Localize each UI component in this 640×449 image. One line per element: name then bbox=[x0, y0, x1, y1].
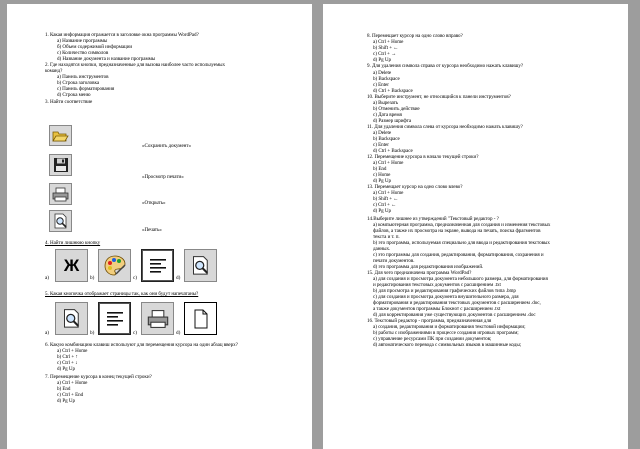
q11-option-a: а) Delete bbox=[373, 130, 392, 136]
q15-text: 15. Для чего предназначена программа WordPad? bbox=[367, 270, 472, 276]
q14-line: d) это программа для редактирования изображений. bbox=[373, 264, 484, 270]
q9-option-b: b) Backspace bbox=[373, 76, 400, 82]
q15-line: а) для создания и просмотра документа небольшого размера, для форматирования bbox=[373, 276, 548, 282]
q14-line: а) компьютерная программа, предназначенная для создания и изменения текстовых bbox=[373, 222, 551, 228]
q12-text: 12. Перемещение курсора в начало текущей строки? bbox=[367, 154, 479, 160]
q2-text: 2. Где находятся кнопки, предназначенные для вызова наиболее часто используемых bbox=[45, 62, 226, 68]
q3-label-save: «Сохранить документ» bbox=[142, 143, 191, 149]
q1-option-c: с) Количество символов bbox=[57, 50, 109, 56]
q2-text-cont: команд? bbox=[45, 68, 63, 74]
q8-option-c: с) Ctrl + → bbox=[373, 51, 397, 57]
q1-text: 1. Какая информация отражается в заголовке окна программы WordPad? bbox=[45, 32, 199, 38]
q10-text: 10. Выберите инструмент, не относящийся к панели инструментов? bbox=[367, 94, 511, 100]
bold-glyph: Ж bbox=[63, 255, 80, 275]
q6-option-d: d) Pg Up bbox=[57, 366, 75, 372]
q10-option-d: d) Размер шрифта bbox=[373, 118, 412, 124]
align-left-icon bbox=[141, 249, 174, 282]
q5-letter-d: d) bbox=[176, 330, 181, 336]
q2-option-b: b) Строка заголовка bbox=[57, 80, 100, 86]
q6-option-b: b) Ctrl + ↑ bbox=[57, 354, 78, 360]
q8-option-d: d) Pg Up bbox=[373, 57, 391, 63]
q6-option-c: с) Ctrl + ↓ bbox=[57, 360, 78, 366]
q16-line: с) управление ресурсами ПК при создании документов; bbox=[373, 336, 492, 342]
q16-line: b) работы с изображениями в процессе создания игровых программ; bbox=[373, 330, 519, 336]
q2-option-d: d) Строка меню bbox=[57, 92, 91, 98]
q7-option-c: с) Ctrl + End bbox=[57, 392, 84, 398]
q9-option-c: с) Enter bbox=[373, 82, 389, 88]
q8-option-a: а) Ctrl + Home bbox=[373, 39, 404, 45]
q7-text: 7. Перемещение курсора в конец текущей строки? bbox=[45, 374, 152, 380]
q8-text: 8. Перемещает курсор на одно слово вправо? bbox=[367, 33, 463, 39]
q5-text: 5. Какая кнопочка отображает страницы так, как они будут напечатаны? bbox=[45, 291, 199, 297]
q11-text: 11. Для удаления символа слева от курсора необходимо нажать клавишу? bbox=[367, 124, 523, 130]
q12-option-a: а) Ctrl + Home bbox=[373, 160, 404, 166]
q1-option-a: а) Название программы bbox=[57, 38, 108, 44]
left-page bbox=[7, 4, 312, 449]
q7-option-b: b) End bbox=[57, 386, 71, 392]
q3-label-preview: «Просмотр печати» bbox=[142, 174, 184, 180]
q4-letter-d: d) bbox=[176, 275, 181, 281]
q15-line: с) для создания и просмотра документа внушительного размера, для bbox=[373, 294, 519, 300]
q14-text: 14.Выберите лишнее из утверждений "Текстовый редактор - ? bbox=[367, 216, 499, 222]
q6-option-a: а) Ctrl + Home bbox=[57, 348, 88, 354]
q9-text: 9. Для удаления символа справа от курсора необходимо нажать клавишу? bbox=[367, 63, 524, 69]
q15-line: и редактирования текстовых документов с расширением .txt bbox=[373, 282, 501, 288]
print-preview-icon bbox=[184, 249, 217, 282]
q7-option-a: а) Ctrl + Home bbox=[57, 380, 88, 386]
blank-page-icon bbox=[184, 302, 217, 335]
printer-icon bbox=[141, 302, 174, 335]
right-page bbox=[323, 4, 628, 449]
q15-line: d) для корректирования уже существующих документов с расширением .doc bbox=[373, 312, 536, 318]
q5-letter-c: c) bbox=[133, 330, 138, 336]
q6-text: 6. Какую комбинацию клавиш используют для перемещения курсора на один абзац вверх? bbox=[45, 342, 238, 348]
bold-icon bbox=[55, 249, 88, 282]
q10-option-b: b) Отменить действие bbox=[373, 106, 420, 112]
printer-icon bbox=[49, 183, 72, 205]
q16-line: а) создания, редактирования и форматирования текстовой информации; bbox=[373, 324, 526, 330]
q1-option-b: б) Объем содержимой информации bbox=[57, 44, 133, 50]
q13-option-a: а) Ctrl + Home bbox=[373, 190, 404, 196]
q15-line: форматирования и редактирования текстовых документов с расширением .doc, bbox=[373, 300, 541, 306]
q11-option-d: d) Ctrl + Backspace bbox=[373, 148, 413, 154]
q15-line: b) для просмотра и редактирования графических файлов типа .bmp bbox=[373, 288, 516, 294]
q3-label-open: «Открыть» bbox=[142, 200, 166, 206]
q16-line: d) автоматического перевода с символьных языков в машинные коды; bbox=[373, 342, 522, 348]
q13-option-b: b) Shift + ← bbox=[373, 196, 399, 202]
q8-option-b: b) Shift + ← bbox=[373, 45, 399, 51]
q13-text: 13. Перемещает курсор на одно слово влево? bbox=[367, 184, 463, 190]
q14-line: данных. bbox=[373, 246, 391, 252]
align-left-icon bbox=[98, 302, 131, 335]
q14-line: текста и т. п. bbox=[373, 234, 400, 240]
q4-letter-a: a) bbox=[45, 275, 50, 281]
q7-option-d: d) Pg Up bbox=[57, 398, 75, 404]
q13-option-d: d) Pg Up bbox=[373, 208, 391, 214]
q2-option-c: с) Панель форматирования bbox=[57, 86, 115, 92]
q16-text: 16. Текстовый редактор - программа, предназначенная для bbox=[367, 318, 492, 324]
q9-option-a: а) Delete bbox=[373, 70, 392, 76]
q5-letter-b: b) bbox=[90, 330, 95, 336]
q2-option-a: а) Панель инструментов bbox=[57, 74, 109, 80]
q11-option-c: с) Enter bbox=[373, 142, 389, 148]
q14-line: b) это программа, используемая специально для ввода и редактирования текстовых bbox=[373, 240, 550, 246]
print-preview-icon bbox=[49, 210, 72, 232]
q4-text: 4. Найти лишнюю кнопку bbox=[45, 240, 101, 246]
q4-letter-c: c) bbox=[133, 275, 138, 281]
q14-line: с) это программы для создания, редактирования, форматирования, сохранения и bbox=[373, 252, 544, 258]
folder-open-icon bbox=[49, 125, 72, 146]
paint-palette-icon bbox=[98, 249, 131, 282]
print-preview-icon bbox=[55, 302, 88, 335]
q14-line: файлов, а также их просмотра на экране, вывода на печать, поиска фрагментов bbox=[373, 228, 541, 234]
q3-label-print: «Печать» bbox=[142, 227, 162, 233]
floppy-disk-icon bbox=[49, 154, 72, 176]
q12-option-b: b) End bbox=[373, 166, 387, 172]
q5-letter-a: a) bbox=[45, 330, 50, 336]
q10-option-c: с) Дата время bbox=[373, 112, 402, 118]
q12-option-d: d) Pg Up bbox=[373, 178, 391, 184]
q9-option-d: d) Ctrl + Backspace bbox=[373, 88, 413, 94]
q1-option-d: d) Название документа и название программы bbox=[57, 56, 156, 62]
q3-text: 3. Найти соответствие bbox=[45, 99, 93, 105]
q15-line: а также документов программы Блокнот с расширением .txt bbox=[373, 306, 501, 312]
q12-option-c: с) Home bbox=[373, 172, 391, 178]
q13-option-c: с) Ctrl + ← bbox=[373, 202, 397, 208]
q11-option-b: b) Backspace bbox=[373, 136, 400, 142]
q14-line: печати документов. bbox=[373, 258, 415, 264]
q10-option-a: а) Вырезать bbox=[373, 100, 399, 106]
q4-letter-b: b) bbox=[90, 275, 95, 281]
